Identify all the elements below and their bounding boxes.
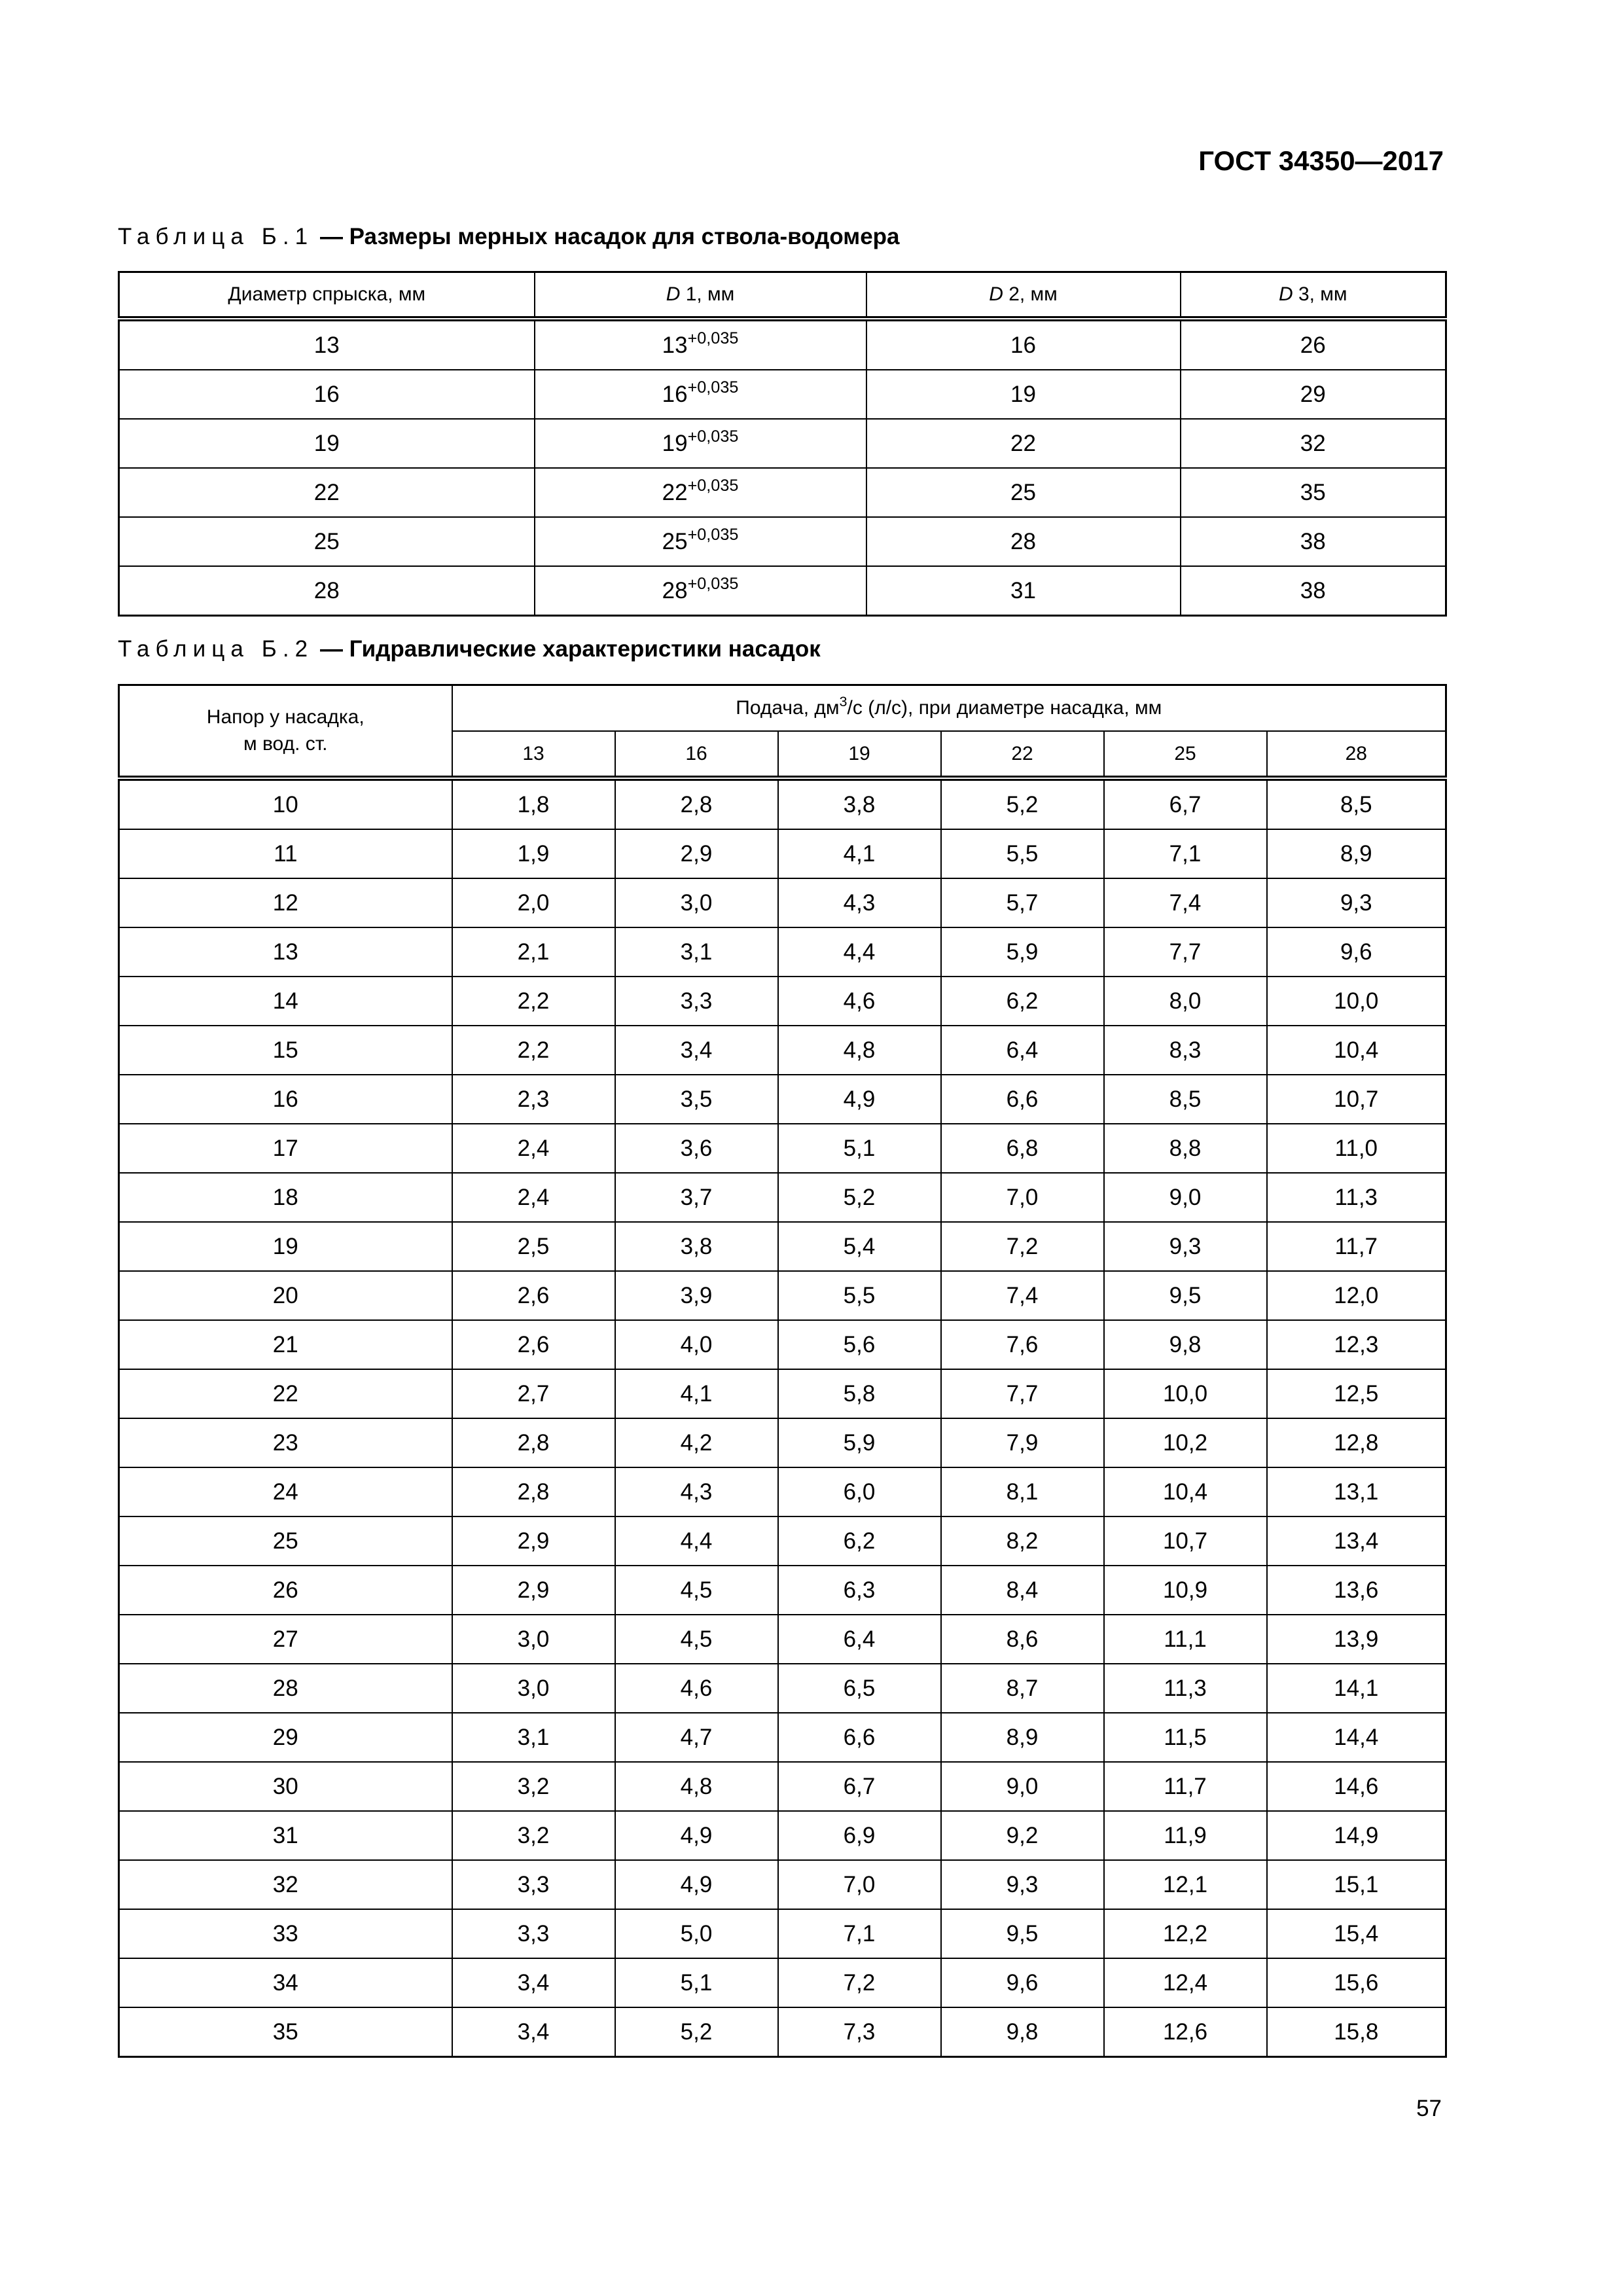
flow-cell: 15,8 [1267, 2007, 1446, 2057]
flow-cell: 14,1 [1267, 1664, 1446, 1713]
flow-cell: 4,9 [778, 1075, 941, 1124]
page-number: 57 [1416, 2096, 1442, 2121]
flow-cell: 7,9 [941, 1418, 1104, 1467]
flow-cell: 9,6 [941, 1958, 1104, 2007]
flow-cell: 8,4 [941, 1566, 1104, 1615]
flow-cell: 6,6 [778, 1713, 941, 1762]
flow-cell: 9,5 [1104, 1271, 1267, 1320]
pressure-cell: 19 [119, 1222, 452, 1271]
table1-body [119, 319, 1446, 616]
table-row [119, 1615, 1446, 1664]
table1-header-cell: Диаметр спрыска, мм [119, 272, 535, 319]
flow-cell: 3,3 [615, 977, 778, 1026]
table-row [119, 829, 1446, 878]
pressure-cell: 15 [119, 1026, 452, 1075]
flow-cell: 7,4 [941, 1271, 1104, 1320]
flow-cell: 6,2 [941, 977, 1104, 1026]
flow-cell: 6,7 [1104, 778, 1267, 829]
flow-cell: 6,4 [941, 1026, 1104, 1075]
d2-cell: 19 [866, 370, 1181, 419]
flow-cell: 4,0 [615, 1320, 778, 1369]
table1-title: Размеры мерных насадок для ствола-водомера [349, 224, 900, 249]
table-row [119, 1860, 1446, 1909]
table-row [119, 566, 1446, 616]
pressure-cell: 27 [119, 1615, 452, 1664]
pressure-cell: 22 [119, 1369, 452, 1418]
flow-cell: 3,0 [452, 1615, 615, 1664]
pressure-cell: 13 [119, 927, 452, 977]
flow-cell: 7,6 [941, 1320, 1104, 1369]
flow-cell: 4,8 [778, 1026, 941, 1075]
flow-cell: 2,2 [452, 977, 615, 1026]
d2-cell: 16 [866, 319, 1181, 370]
table-row [119, 468, 1446, 517]
nozzle-dimensions-table [118, 271, 1447, 617]
flow-cell: 2,9 [615, 829, 778, 878]
diameter-header-cell: 28 [1267, 731, 1446, 778]
flow-cell: 5,0 [615, 1909, 778, 1958]
flow-cell: 2,5 [452, 1222, 615, 1271]
flow-cell: 3,9 [615, 1271, 778, 1320]
flow-cell: 14,9 [1267, 1811, 1446, 1860]
flow-cell: 10,4 [1104, 1467, 1267, 1516]
flow-cell: 7,2 [941, 1222, 1104, 1271]
flow-cell: 5,5 [778, 1271, 941, 1320]
flow-cell: 12,1 [1104, 1860, 1267, 1909]
pressure-cell: 26 [119, 1566, 452, 1615]
flow-cell: 3,7 [615, 1173, 778, 1222]
flow-cell: 2,8 [452, 1467, 615, 1516]
d3-cell: 38 [1181, 566, 1446, 616]
flow-cell: 13,4 [1267, 1516, 1446, 1566]
flow-cell: 9,6 [1267, 927, 1446, 977]
d1-cell: $16^{+0,035}$ [535, 370, 866, 419]
pressure-cell: 32 [119, 1860, 452, 1909]
flow-cell: 6,8 [941, 1124, 1104, 1173]
tolerance: +0,035 [687, 378, 739, 397]
flow-cell: 5,7 [941, 878, 1104, 927]
diameter-header-cell: 19 [778, 731, 941, 778]
flow-cell: 2,4 [452, 1173, 615, 1222]
flow-cell: 5,2 [615, 2007, 778, 2057]
flow-cell: 4,1 [615, 1369, 778, 1418]
flow-cell: 5,9 [941, 927, 1104, 977]
tolerance: +0,035 [687, 427, 739, 446]
table-row [119, 370, 1446, 419]
flow-cell: 4,5 [615, 1615, 778, 1664]
table2-body [119, 778, 1446, 2057]
flow-cell: 11,5 [1104, 1713, 1267, 1762]
table2-caption [118, 636, 821, 662]
flow-cell: 1,8 [452, 778, 615, 829]
flow-cell: 15,1 [1267, 1860, 1446, 1909]
flow-cell: 10,2 [1104, 1418, 1267, 1467]
flow-cell: 3,5 [615, 1075, 778, 1124]
tolerance: +0,035 [687, 574, 739, 593]
flow-cell: 11,1 [1104, 1615, 1267, 1664]
pressure-cell: 18 [119, 1173, 452, 1222]
pressure-cell: 30 [119, 1762, 452, 1811]
tolerance: +0,035 [687, 525, 739, 544]
tolerance: +0,035 [687, 329, 739, 348]
flow-cell: 7,7 [1104, 927, 1267, 977]
table-row [119, 1320, 1446, 1369]
flow-cell: 4,3 [778, 878, 941, 927]
flow-cell: 3,2 [452, 1762, 615, 1811]
d1-cell: $19^{+0,035}$ [535, 419, 866, 468]
flow-cell: 2,6 [452, 1320, 615, 1369]
flow-cell: 6,4 [778, 1615, 941, 1664]
flow-cell: 3,4 [452, 2007, 615, 2057]
flow-cell: 6,3 [778, 1566, 941, 1615]
flow-cell: 11,9 [1104, 1811, 1267, 1860]
flow-cell: 3,8 [778, 778, 941, 829]
flow-cell: 3,4 [452, 1958, 615, 2007]
flow-cell: 8,2 [941, 1516, 1104, 1566]
flow-cell: 3,3 [452, 1909, 615, 1958]
table1-caption [118, 224, 900, 250]
flow-cell: 8,3 [1104, 1026, 1267, 1075]
flow-cell: 13,9 [1267, 1615, 1446, 1664]
flow-cell: 5,1 [778, 1124, 941, 1173]
table-row [119, 319, 1446, 370]
flow-cell: 4,8 [615, 1762, 778, 1811]
flow-cell: 15,6 [1267, 1958, 1446, 2007]
flow-cell: 2,8 [615, 778, 778, 829]
flow-cell: 12,5 [1267, 1369, 1446, 1418]
diameter-cell: 25 [119, 517, 535, 566]
flow-cell: 4,6 [778, 977, 941, 1026]
flow-cell: 6,9 [778, 1811, 941, 1860]
flow-cell: 12,3 [1267, 1320, 1446, 1369]
flow-cell: 8,7 [941, 1664, 1104, 1713]
flow-cell: 6,0 [778, 1467, 941, 1516]
table-row [119, 2007, 1446, 2057]
flow-cell: 10,0 [1104, 1369, 1267, 1418]
flow-cell: 4,7 [615, 1713, 778, 1762]
flow-cell: 10,7 [1267, 1075, 1446, 1124]
pressure-cell: 29 [119, 1713, 452, 1762]
flow-cell: 14,4 [1267, 1713, 1446, 1762]
flow-cell: 14,6 [1267, 1762, 1446, 1811]
flow-cell: 4,2 [615, 1418, 778, 1467]
table-row [119, 1418, 1446, 1467]
d2-cell: 22 [866, 419, 1181, 468]
flow-cell: 3,2 [452, 1811, 615, 1860]
d3-cell: 35 [1181, 468, 1446, 517]
flow-cell: 7,1 [1104, 829, 1267, 878]
diameter-header-cell: 22 [941, 731, 1104, 778]
table-row [119, 1173, 1446, 1222]
flow-cell: 8,9 [941, 1713, 1104, 1762]
flow-cell: 2,6 [452, 1271, 615, 1320]
table2-title: Гидравлические характеристики насадок [349, 636, 821, 662]
flow-cell: 4,4 [615, 1516, 778, 1566]
pressure-cell: 20 [119, 1271, 452, 1320]
flow-cell: 9,0 [941, 1762, 1104, 1811]
flow-cell: 2,8 [452, 1418, 615, 1467]
table2-dash: — [313, 636, 349, 662]
table1-header-cell: D 1, мм [535, 272, 866, 319]
standard-number: ГОСТ 34350—2017 [1198, 145, 1444, 176]
d2-cell: 28 [866, 517, 1181, 566]
flow-cell: 3,0 [615, 878, 778, 927]
table-row [119, 1026, 1446, 1075]
table-row [119, 927, 1446, 977]
pressure-cell: 23 [119, 1418, 452, 1467]
flow-cell: 9,3 [941, 1860, 1104, 1909]
table1-header-cell: D 2, мм [866, 272, 1181, 319]
flow-cell: 4,6 [615, 1664, 778, 1713]
flow-cell: 11,0 [1267, 1124, 1446, 1173]
flow-cell: 12,4 [1104, 1958, 1267, 2007]
pressure-cell: 11 [119, 829, 452, 878]
flow-cell: 7,0 [941, 1173, 1104, 1222]
table-row [119, 1909, 1446, 1958]
flow-cell: 12,6 [1104, 2007, 1267, 2057]
flow-cell: 9,3 [1267, 878, 1446, 927]
flow-cell: 2,3 [452, 1075, 615, 1124]
table-row [119, 1958, 1446, 2007]
table2-header-row [119, 685, 1446, 732]
flow-cell: 10,4 [1267, 1026, 1446, 1075]
table-row [119, 1124, 1446, 1173]
flow-cell: 7,1 [778, 1909, 941, 1958]
flow-cell: 5,2 [778, 1173, 941, 1222]
flow-cell: 13,6 [1267, 1566, 1446, 1615]
table-row [119, 977, 1446, 1026]
flow-cell: 3,0 [452, 1664, 615, 1713]
diameter-cell: 16 [119, 370, 535, 419]
flow-cell: 12,2 [1104, 1909, 1267, 1958]
flow-cell: 3,6 [615, 1124, 778, 1173]
flow-cell: 7,2 [778, 1958, 941, 2007]
table-row [119, 517, 1446, 566]
flow-cell: 7,0 [778, 1860, 941, 1909]
tolerance: +0,035 [687, 476, 739, 495]
flow-cell: 4,9 [615, 1811, 778, 1860]
flow-cell: 9,8 [1104, 1320, 1267, 1369]
pressure-cell: 12 [119, 878, 452, 927]
flow-cell: 2,0 [452, 878, 615, 927]
flow-cell: 8,1 [941, 1467, 1104, 1516]
flow-cell: 15,4 [1267, 1909, 1446, 1958]
pressure-cell: 17 [119, 1124, 452, 1173]
flow-cell: 5,1 [615, 1958, 778, 2007]
flow-cell: 3,1 [615, 927, 778, 977]
flow-cell: 5,4 [778, 1222, 941, 1271]
table-row [119, 1762, 1446, 1811]
d2-cell: 25 [866, 468, 1181, 517]
diameter-header-cell: 16 [615, 731, 778, 778]
flow-cell: 6,5 [778, 1664, 941, 1713]
pressure-cell: 34 [119, 1958, 452, 2007]
d3-cell: 32 [1181, 419, 1446, 468]
flow-cell: 4,5 [615, 1566, 778, 1615]
flow-cell: 2,2 [452, 1026, 615, 1075]
table-row [119, 878, 1446, 927]
flow-cell: 8,0 [1104, 977, 1267, 1026]
table2-label: Таблица Б.2 [118, 636, 314, 662]
pressure-cell: 25 [119, 1516, 452, 1566]
table-row [119, 1369, 1446, 1418]
flow-cell: 11,7 [1104, 1762, 1267, 1811]
d3-cell: 26 [1181, 319, 1446, 370]
flow-cell: 8,5 [1267, 778, 1446, 829]
pressure-cell: 28 [119, 1664, 452, 1713]
pressure-cell: 33 [119, 1909, 452, 1958]
pressure-cell: 24 [119, 1467, 452, 1516]
table1-header-cell: D 3, мм [1181, 272, 1446, 319]
flow-cell: 10,9 [1104, 1566, 1267, 1615]
d1-cell: $25^{+0,035}$ [535, 517, 866, 566]
table-row [119, 1467, 1446, 1516]
flow-cell: 6,7 [778, 1762, 941, 1811]
flow-cell: 2,1 [452, 927, 615, 977]
diameter-cell: 28 [119, 566, 535, 616]
d3-cell: 38 [1181, 517, 1446, 566]
flow-cell: 2,7 [452, 1369, 615, 1418]
flow-cell: 3,1 [452, 1713, 615, 1762]
flow-cell: 7,7 [941, 1369, 1104, 1418]
flow-cell: 1,9 [452, 829, 615, 878]
flow-cell: 12,0 [1267, 1271, 1446, 1320]
table-row [119, 1516, 1446, 1566]
table-row [119, 1811, 1446, 1860]
flow-cell: 11,3 [1267, 1173, 1446, 1222]
flow-cell: 9,3 [1104, 1222, 1267, 1271]
table-row [119, 778, 1446, 829]
table-row [119, 419, 1446, 468]
table-row [119, 1222, 1446, 1271]
table-row [119, 1566, 1446, 1615]
pressure-cell: 21 [119, 1320, 452, 1369]
flow-cell: 8,8 [1104, 1124, 1267, 1173]
flow-cell: 8,5 [1104, 1075, 1267, 1124]
pressure-cell: 14 [119, 977, 452, 1026]
pressure-cell: 35 [119, 2007, 452, 2057]
pressure-cell: 10 [119, 778, 452, 829]
pressure-header: Напор у насадка, м вод. ст. [119, 685, 452, 779]
diameter-cell: 13 [119, 319, 535, 370]
flow-cell: 11,3 [1104, 1664, 1267, 1713]
flow-cell: 5,6 [778, 1320, 941, 1369]
table-row [119, 1075, 1446, 1124]
d1-cell: $22^{+0,035}$ [535, 468, 866, 517]
d1-cell: $13^{+0,035}$ [535, 319, 866, 370]
flow-cell: 12,8 [1267, 1418, 1446, 1467]
flow-cell: 7,4 [1104, 878, 1267, 927]
flow-cell: 2,9 [452, 1516, 615, 1566]
flow-cell: 9,0 [1104, 1173, 1267, 1222]
table1-label: Таблица Б.1 [118, 224, 314, 249]
flow-cell: 10,0 [1267, 977, 1446, 1026]
pressure-cell: 16 [119, 1075, 452, 1124]
flow-cell: 6,2 [778, 1516, 941, 1566]
table1-dash: — [313, 224, 349, 249]
flow-cell: 4,4 [778, 927, 941, 977]
table-row [119, 1664, 1446, 1713]
diameter-cell: 22 [119, 468, 535, 517]
flow-cell: 3,3 [452, 1860, 615, 1909]
flow-cell: 9,8 [941, 2007, 1104, 2057]
flow-cell: 4,3 [615, 1467, 778, 1516]
flow-header: Подача, $дм^3/с$ (л/с), при диаметре насадка, мм [452, 685, 1446, 732]
diameter-header-cell: 25 [1104, 731, 1267, 778]
flow-cell: 3,8 [615, 1222, 778, 1271]
table1-header-row [119, 272, 1446, 319]
diameter-header-cell: 13 [452, 731, 615, 778]
hydraulic-characteristics-table [118, 684, 1447, 2058]
flow-cell: 2,4 [452, 1124, 615, 1173]
table-row [119, 1713, 1446, 1762]
flow-cell: 3,4 [615, 1026, 778, 1075]
flow-cell: 4,9 [615, 1860, 778, 1909]
flow-cell: 5,2 [941, 778, 1104, 829]
flow-cell: 4,1 [778, 829, 941, 878]
flow-cell: 11,7 [1267, 1222, 1446, 1271]
flow-cell: 9,5 [941, 1909, 1104, 1958]
flow-cell: 5,8 [778, 1369, 941, 1418]
flow-cell: 13,1 [1267, 1467, 1446, 1516]
flow-cell: 6,6 [941, 1075, 1104, 1124]
d1-cell: $28^{+0,035}$ [535, 566, 866, 616]
table-row [119, 1271, 1446, 1320]
flow-cell: 8,9 [1267, 829, 1446, 878]
flow-cell: 8,6 [941, 1615, 1104, 1664]
flow-cell: 5,9 [778, 1418, 941, 1467]
flow-cell: 7,3 [778, 2007, 941, 2057]
flow-cell: 10,7 [1104, 1516, 1267, 1566]
flow-cell: 9,2 [941, 1811, 1104, 1860]
d2-cell: 31 [866, 566, 1181, 616]
flow-cell: 5,5 [941, 829, 1104, 878]
d3-cell: 29 [1181, 370, 1446, 419]
diameter-cell: 19 [119, 419, 535, 468]
pressure-cell: 31 [119, 1811, 452, 1860]
flow-cell: 2,9 [452, 1566, 615, 1615]
